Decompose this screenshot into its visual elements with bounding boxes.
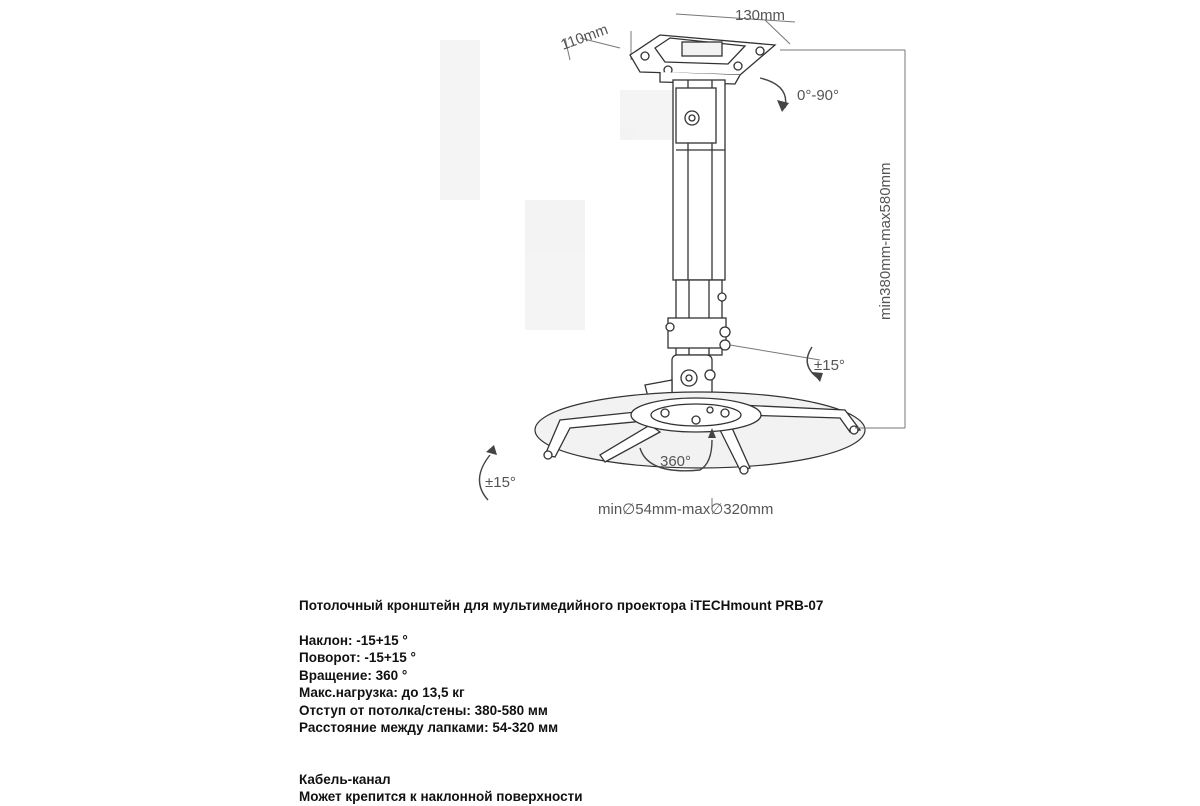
- label-tilt-mid: ±15°: [814, 357, 845, 374]
- upper-pole: [673, 80, 725, 280]
- feature-incline-mount: Может крепится к наклонной поверхности: [299, 789, 583, 804]
- label-width: 130mm: [735, 7, 786, 24]
- spec-arm-span: Расстояние между лапками: 54-320 мм: [299, 720, 559, 735]
- background-ghost: [440, 40, 680, 330]
- label-depth: 110mm: [558, 21, 611, 54]
- label-rotation: 360°: [660, 453, 692, 470]
- spec-rotation: Вращение: 360 °: [299, 667, 408, 683]
- label-arm-range: min∅54mm-max∅320mm: [598, 501, 774, 518]
- spec-distance: Отступ от потолка/стены: 380-580 мм: [299, 702, 548, 718]
- spec-tilt: Наклон: -15+15 °: [299, 632, 408, 648]
- feature-cable-channel: Кабель-канал: [299, 771, 391, 787]
- ceiling-plate: [630, 35, 775, 84]
- product-title: Потолочный кронштейн для мультимедийного проектора iTECHmount PRB-07: [299, 598, 824, 613]
- lower-pole: [666, 280, 730, 355]
- label-tilt-top: 0°-90°: [797, 87, 840, 104]
- label-tilt-left: ±15°: [485, 474, 516, 491]
- spec-block: [299, 597, 823, 806]
- rotating-hub: [631, 398, 761, 432]
- spec-max-load: Макс.нагрузка: до 13,5 кг: [299, 685, 465, 700]
- label-height-range: min380mm-max580mm: [877, 162, 894, 320]
- spec-swivel: Поворот: -15+15 °: [299, 650, 416, 665]
